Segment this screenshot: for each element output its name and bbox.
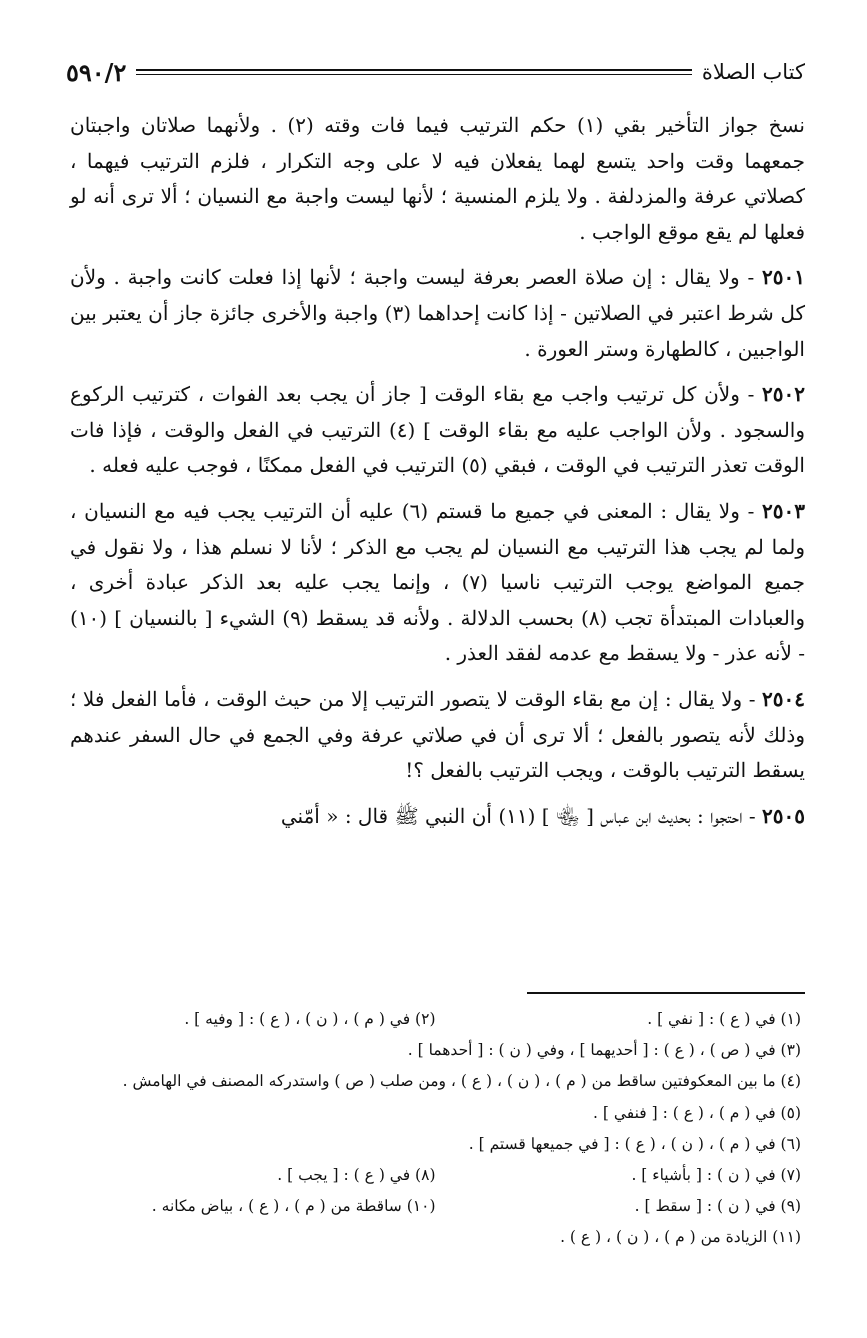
page-number: ٥٩٠/٢ bbox=[66, 57, 127, 87]
paragraph-number: ٢٥٠٤ bbox=[762, 686, 805, 711]
footnote: (١) في ( ع ) : [ نفي ] . bbox=[647, 1010, 801, 1028]
paragraph-text: - ولا يقال : إن صلاة العصر بعرفة ليست واجبة ؛ لأنها إذا فعلت كانت واجبة . ولأن كل شرط اعتبر في الصلاتين - إذا كانت إحداهما (٣) واجبة والأخرى جائزة جاز أن يعتبر بين الواجبين ، كالطهارة وستر العورة . bbox=[70, 265, 805, 361]
book-title: كتاب الصلاة bbox=[701, 60, 805, 84]
footnotes bbox=[70, 1004, 801, 1254]
paragraph bbox=[70, 494, 805, 672]
footnote: (١١) الزيادة من ( م ) ، ( ن ) ، ( ع ) . bbox=[560, 1228, 801, 1247]
footnote-row bbox=[70, 1004, 801, 1035]
header-rule bbox=[136, 69, 692, 75]
paragraph bbox=[70, 260, 805, 367]
footnote: (٥) في ( م ) ، ( ع ) : [ فنفي ] . bbox=[593, 1103, 801, 1122]
running-header bbox=[66, 52, 805, 92]
footnote: (٧) في ( ن ) : [ بأشياء ] . bbox=[631, 1166, 801, 1185]
footnote-separator bbox=[527, 992, 805, 994]
paragraph-text: - ولا يقال : المعنى في جميع ما قستم (٦) عليه أن الترتيب يجب فيه مع النسيان ، ولما لم يجب هذا الترتيب مع النسيان لم يجب مع الذكر ؛ لأنا لا نسلم هذا ، ولا نقول في جميع المواضع يوجب الترتيب ناسيا (٧) ، وإنما يجب عليه بعد الذكر عبادة أخرى ، والعبادات المبتدأة تجب (٨) بحسب الدلالة . ولأنه قد يسقط (٩) الشيء [ بالنسيان ] (١٠) - لأنه عذر - ولا يسقط مع عدمه لفقد العذر . bbox=[70, 498, 806, 666]
footnote: (٦) في ( م ) ، ( ن ) ، ( ع ) : [ في جميعها قستم ] . bbox=[468, 1134, 801, 1153]
paragraph-number: ٢٥٠٣ bbox=[762, 498, 805, 523]
paragraph-text: - ولا يقال : إن مع بقاء الوقت لا يتصور الترتيب إلا من حيث الوقت ، فأما الفعل فلا ؛ وذلك لأنه يتصور بالفعل ؛ ألا ترى أن في صلاتي عرفة وفي الجمع في حال السفر عندهم يسقط الترتيب بالوقت ، ويجب الترتيب بالفعل ؟! bbox=[70, 686, 805, 783]
paragraph bbox=[70, 682, 805, 789]
main-text bbox=[70, 108, 805, 844]
paragraph bbox=[70, 377, 805, 484]
footnote: (٢) في ( م ) ، ( ن ) ، ( ع ) : [ وفيه ] . bbox=[184, 1010, 436, 1028]
paragraph-number: ٢٥٠٢ bbox=[762, 382, 805, 407]
paragraph-text: نسخ جواز التأخير بقي (١) حكم الترتيب فيما فات وقته (٢) . ولأنهما صلاتان واجبتان جمعهما وقت واحد يتسع لهما يفعلان فيه لا على وجه التكرار ، فلزم الترتيب فيهما ، كصلاتي عرفة والمزدلفة . ولا يلزم المنسية ؛ لأنها ليست واجبة مع النسيان ؛ ألا ترى أنه لو فعلها لم يقع موقع الواجب . bbox=[70, 113, 805, 244]
footnote: (٤) ما بين المعكوفتين ساقط من ( م ) ، ( ن ) ، ( ع ) ، ومن صلب ( ص ) واستدركه المصنف في الهامش . bbox=[122, 1072, 801, 1091]
footnote: (٨) في ( ع ) : [ يجب ] . bbox=[277, 1166, 436, 1185]
footnote-row bbox=[70, 1160, 801, 1191]
paragraph-text: - ولأن كل ترتيب واجب مع بقاء الوقت [ جاز أن يجب بعد الفوات ، كترتيب الركوع والسجود . ولأن الواجب عليه مع بقاء الوقت ] (٤) الترتيب في الفعل والوقت ، فإذا فات الوقت تعذر الترتيب في الوقت ، فبقي (٥) الترتيب في الفعل ممكنًا ، فوجب عليه فعله . bbox=[70, 382, 805, 478]
paragraph-number: ٢٥٠١ bbox=[762, 265, 805, 290]
footnote: (١٠) ساقطة من ( م ) ، ( ع ) ، بياض مكانه . bbox=[151, 1197, 436, 1216]
footnote: (٣) في ( ص ) ، ( ع ) : [ أحديهما ] ، وفي ( ن ) : [ أحدهما ] . bbox=[407, 1041, 801, 1060]
footnote: (٩) في ( ن ) : [ سقط ] . bbox=[634, 1197, 801, 1216]
paragraph bbox=[70, 799, 805, 835]
paragraph-text: - احتجوا : بحديث ابن عباس [ ﵄ ] (١١) أن النبي ﷺ قال : « أمّني bbox=[280, 803, 763, 828]
footnote-row bbox=[70, 1191, 801, 1222]
paragraph bbox=[70, 108, 805, 250]
paragraph-number: ٢٥٠٥ bbox=[762, 803, 805, 828]
